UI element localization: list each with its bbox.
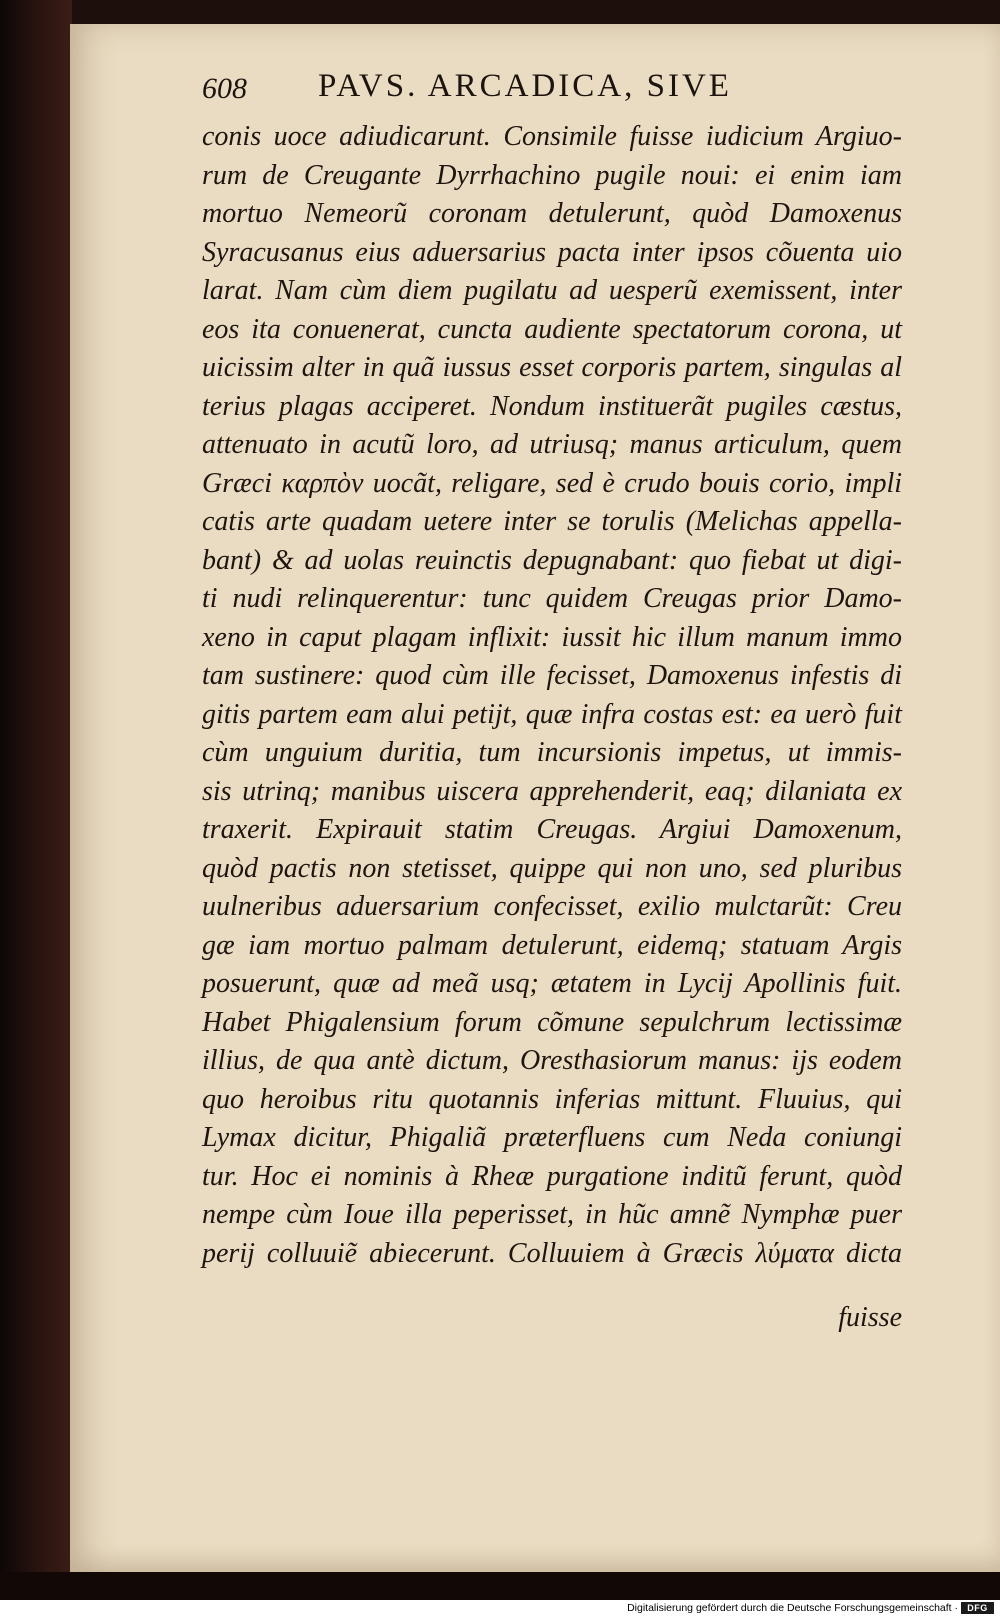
page-number: 608 xyxy=(202,72,247,105)
text-line: Lymax dicitur, Phigaliã præterfluens cum Neda coniungi xyxy=(202,1122,902,1153)
text-line: quo heroibus ritu quotannis inferias mittunt. Fluuius, qui xyxy=(202,1083,902,1115)
text-line: Habet Phigalensium forum cõmune sepulchrum lectissimæ xyxy=(202,1006,902,1038)
text-line: quòd pactis non stetisset, quippe qui non uno, sed pluribus xyxy=(202,852,902,884)
dfg-logo: DFG xyxy=(961,1602,994,1614)
text-line: gæ iam mortuo palmam detulerunt, eidemq; statuam Argis xyxy=(202,929,902,961)
text-line: mortuo Nemeorũ coronam detulerunt, quòd Damoxenus xyxy=(202,198,902,229)
text-line: terius plagas acciperet. Nondum instituerãt pugiles cæstus, xyxy=(202,390,902,422)
text-line: sis utrinq; manibus uiscera apprehenderit, eaq; dilaniata ex xyxy=(202,775,902,807)
text-line: uulneribus aduersarium confecisset, exilio mulctarũt: Creu xyxy=(202,891,902,922)
text-line: Græci καρπὸν uocãt, religare, sed è crudo bouis corio, impli xyxy=(202,467,902,499)
book-spine-edge xyxy=(0,0,72,1600)
text-line: illius, de qua antè dictum, Oresthasiorum manus: ijs eodem xyxy=(202,1045,902,1076)
running-title: PAVS. ARCADICA, SIVE xyxy=(318,68,732,104)
text-line: gitis partem eam alui petijt, quæ infra costas est: ea uerò fuit xyxy=(202,698,902,730)
book-bottom-edge xyxy=(0,1572,1000,1600)
text-line: nempe cùm Ioue illa peperisset, in hũc amnẽ Nymphæ puer xyxy=(202,1199,902,1230)
text-line: tam sustinere: quod cùm ille fecisset, Damoxenus infestis di xyxy=(202,660,902,691)
text-line: tur. Hoc ei nominis à Rheæ purgatione inditũ ferunt, quòd xyxy=(202,1160,902,1192)
text-line: traxerit. Expirauit statim Creugas. Argiui Damoxenum, xyxy=(202,814,902,845)
text-line: perij colluuiẽ abiecerunt. Colluuiem à Græcis λύματα dicta xyxy=(202,1237,902,1269)
text-line: posuerunt, quæ ad meã usq; ætatem in Lycij Apollinis fuit. xyxy=(202,968,902,999)
text-line: catis arte quadam uetere inter se torulis (Melichas appella- xyxy=(202,506,902,537)
page-header xyxy=(202,68,902,118)
text-line: bant) & ad uolas reuinctis depugnabant: quo fiebat ut digi- xyxy=(202,544,902,576)
body-text xyxy=(202,118,902,1273)
text-line: eos ita conuenerat, cuncta audiente spectatorum corona, ut xyxy=(202,313,902,345)
text-line: larat. Nam cùm diem pugilatu ad uesperũ exemissent, inter xyxy=(202,275,902,306)
text-line: Syracusanus eius aduersarius pacta inter ipsos cõuenta uio xyxy=(202,236,902,268)
text-line: attenuato in acutũ loro, ad utriusq; manus articulum, quem xyxy=(202,429,902,460)
text-line: cùm unguium duritia, tum incursionis impetus, ut immis- xyxy=(202,737,902,768)
text-line: uicissim alter in quã iussus esset corporis partem, singulas al xyxy=(202,352,902,383)
text-line: xeno in caput plagam inflixit: iussit hic illum manum immo xyxy=(202,621,902,653)
text-line: ti nudi relinquerentur: tunc quidem Creugas prior Damo- xyxy=(202,583,902,614)
text-line: rum de Creugante Dyrrhachino pugile noui: ei enim iam xyxy=(202,159,902,191)
digitization-credit: Digitalisierung gefördert durch die Deutsche Forschungsgemeinschaft · xyxy=(627,1602,958,1614)
text-line: conis uoce adiudicarunt. Consimile fuisse iudicium Argiuo- xyxy=(202,121,902,152)
catchword: fuisse xyxy=(838,1302,902,1333)
